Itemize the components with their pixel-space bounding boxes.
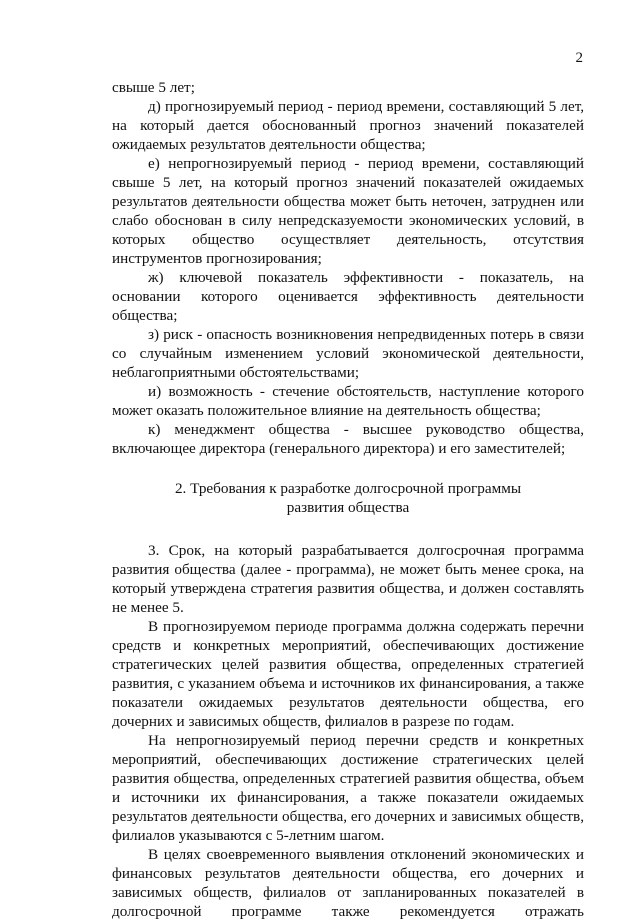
definition-continuation: свыше 5 лет; (112, 79, 195, 96)
definition-item-i: и) возможность - стечение обстоятельств, наступление которого может оказать положительное влияние на деятельность общества; (112, 383, 584, 419)
definition-item-d: д) прогнозируемый период - период времени, составляющий 5 лет, на который дается обоснованный прогноз значений показателей ожидаемых результатов деятельности общества; (112, 98, 584, 153)
section-heading-line-1: 2. Требования к разработке долгосрочной программы (174, 480, 522, 497)
section-paragraph-unforecast-period: На непрогнозируемый период перечни средств и конкретных мероприятий, обеспечивающих достижение стратегических целей развития общества, определенных стратегией развития общества, объем и источники их финансирования, а также показатели ожидаемых результатов деятельности общества, его дочерних и зависимых обществ, филиалов указываются с 5-летним шагом. (112, 732, 584, 844)
section-paragraph-term: 3. Срок, на который разрабатывается долгосрочная программа развития общества (далее - программа), не может быть менее срока, на который утверждена стратегия развития общества, и должен составлять не менее 5. (112, 542, 584, 616)
section-body (112, 541, 584, 921)
section-paragraph-deviations: В целях своевременного выявления отклонений экономических и финансовых результатов деятельности общества, его дочерних и зависимых обществ, филиалов от запланированных показателей в долгосрочной программе также рекомендуется отражать (112, 846, 584, 920)
definition-item-zh: ж) ключевой показатель эффективности - показатель, на основании которого оценивается эффективность деятельности общества; (112, 269, 584, 324)
document-body (112, 78, 584, 921)
definition-item-z: з) риск - опасность возникновения непредвиденных потерь в связи со случайным изменением условий экономической деятельности, неблагоприятными обстоятельствами; (112, 326, 584, 381)
section-paragraph-forecast-period: В прогнозируемом периоде программа должна содержать перечни средств и конкретных мероприятий, обеспечивающих достижение стратегических целей развития общества, определенных стратегией развития, с указанием объема и источников их финансирования, а также показатели ожидаемых результатов деятельности общества, его дочерних и зависимых обществ, филиалов в разрезе по годам. (112, 618, 584, 730)
page-number: 2 (575, 50, 583, 66)
definition-item-e: е) непрогнозируемый период - период времени, составляющий свыше 5 лет, на который прогноз значений показателей ожидаемых результатов деятельности общества может быть неточен, затруднен или слабо обоснован в силу непредсказуемости экономических условий, в которых общество осуществляет деятельность, отсутствия инструментов прогнозирования; (112, 155, 584, 267)
section-heading-line-2: развития общества (286, 499, 410, 516)
definition-item-k: к) менеджмент общества - высшее руководство общества, включающее директора (генерального директора) и его заместителей; (112, 421, 584, 457)
section-heading (112, 479, 584, 517)
